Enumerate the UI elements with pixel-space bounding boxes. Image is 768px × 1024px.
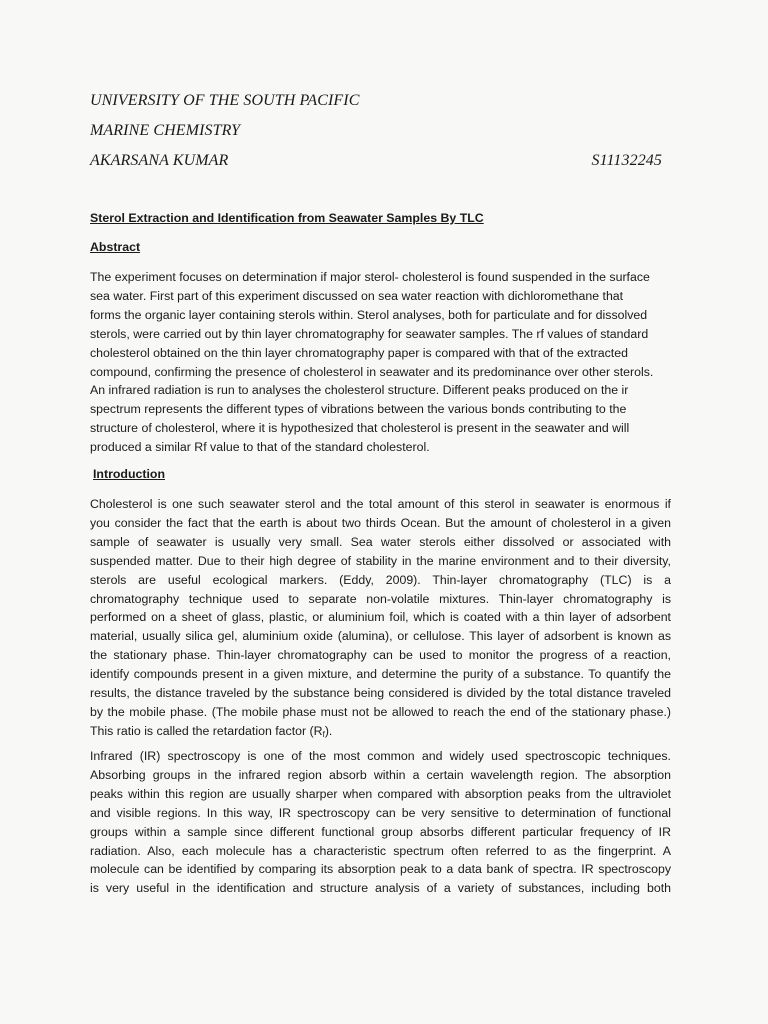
intro-line: Cholesterol is one such seawater sterol and the total amount of this sterol in seawater is enormous if: [90, 497, 671, 511]
ir-line: molecule can be identified by comparing its absorption peak to a data bank of spectra. IR spectroscopy: [90, 862, 671, 877]
abstract-paragraph: [90, 268, 671, 457]
ir-line: and visible regions. In this way, IR spectroscopy can be very sensitive to determination of functional: [90, 805, 671, 820]
ir-paragraph: [90, 747, 671, 898]
document-title: Sterol Extraction and Identification from Seawater Samples By TLC: [90, 211, 484, 225]
intro-line: performed on a sheet of glass, plastic, or aluminium foil, which is coated with a thin layer of adsorbent: [90, 610, 671, 625]
abstract-line: sea water. First part of this experiment discussed on sea water reaction with dichloromethane that: [90, 288, 624, 303]
abstract-heading: Abstract: [90, 240, 141, 254]
abstract-line: cholesterol obtained on the thin layer chromatography paper is compared with that of the extracted: [90, 345, 628, 360]
student-name: AKARSANA KUMAR: [90, 152, 229, 169]
intro-line: you consider the fact that the earth is about two thirds Ocean. But the amount of cholesterol in a given: [90, 515, 671, 530]
intro-line: results, the distance traveled by the substance being considered is divided by the total distance traveled: [90, 686, 671, 701]
intro-last-suffix: ).: [324, 723, 333, 738]
student-line: [90, 152, 662, 170]
rf-subscript: f: [322, 729, 325, 739]
intro-last-text: This ratio is called the retardation factor (R: [90, 723, 323, 738]
intro-line: the stationary phase. Thin-layer chromatography can be used to monitor the progress of a reaction,: [90, 648, 671, 663]
abstract-line: produced a similar Rf value to that of the standard cholesterol.: [90, 440, 430, 455]
course-name: MARINE CHEMISTRY: [90, 122, 241, 139]
abstract-line: compound, confirming the presence of cholesterol in seawater and its predominance over other sterols.: [90, 364, 654, 379]
intro-last-line: [90, 722, 671, 741]
intro-line: sterols are useful ecological markers. (Eddy, 2009). Thin-layer chromatography (TLC) is a: [90, 572, 671, 587]
abstract-line: The experiment focuses on determination if major sterol- cholesterol is found suspended in the surface: [90, 270, 650, 284]
ir-line: is very useful in the identification and structure analysis of a variety of substances, including both: [90, 881, 671, 896]
abstract-line: forms the organic layer containing sterols within. Sterol analyses, both for particulate and for dissolved: [90, 307, 648, 322]
ir-line: radiation. Also, each molecule has a characteristic spectrum often referred to as the fingerprint. A: [90, 843, 671, 858]
ir-line: Absorbing groups in the infrared region absorb within a certain wavelength region. The absorption: [90, 767, 671, 782]
abstract-line: An infrared radiation is run to analyses the cholesterol structure. Different peaks produced on the ir: [90, 383, 629, 398]
introduction-paragraph: [90, 495, 671, 741]
intro-line: sample of seawater is usually very small. Sea water sterols either dissolved or associated with: [90, 534, 671, 549]
abstract-line: structure of cholesterol, where it is hypothesized that cholesterol is present in the seawater and will: [90, 421, 630, 436]
student-id: S11132245: [591, 152, 662, 169]
intro-line: by the mobile phase. (The mobile phase must not be allowed to reach the end of the stationary phase.): [90, 704, 671, 719]
abstract-line: sterols, were carried out by thin layer chromatography for seawater samples. The rf values of standard: [90, 326, 649, 341]
abstract-line: spectrum represents the different types of vibrations between the various bonds contributing to the: [90, 402, 627, 417]
intro-line: material, usually silica gel, aluminium oxide (alumina), or cellulose. This layer of adsorbent is known as: [90, 629, 671, 644]
intro-line: chromatography technique used to separate non-volatile mixtures. Thin-layer chromatography is: [90, 591, 671, 606]
introduction-heading: Introduction: [93, 467, 165, 481]
ir-line: Infrared (IR) spectroscopy is one of the most common and widely used spectroscopic techniques.: [90, 749, 671, 763]
ir-line: groups within a sample since different functional group absorbs different particular frequency of IR: [90, 824, 671, 839]
ir-line: peaks within this region are usually sharper when compared with absorption peaks from the ultraviolet: [90, 786, 671, 801]
university-name: UNIVERSITY OF THE SOUTH PACIFIC: [90, 92, 360, 109]
intro-line: identify compounds present in a given mixture, and determine the purity of a substance. To quantify the: [90, 667, 671, 682]
intro-line: suspended matter. Due to their high degree of stability in the marine environment and to their diversity,: [90, 553, 671, 568]
